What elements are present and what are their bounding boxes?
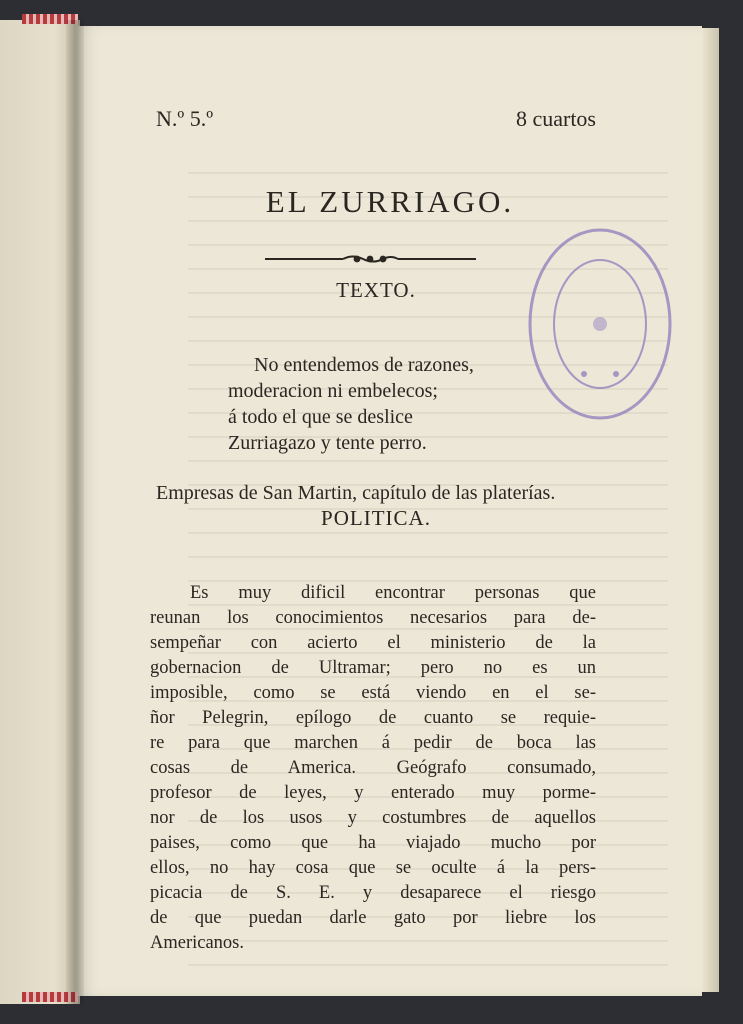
article-line: Americanos. [150, 933, 245, 953]
article-line: ellos, no hay cosa que se oculte á la pers- [150, 858, 596, 878]
document-page [78, 26, 702, 996]
article-line: reunan los conocimientos necesarios para de- [150, 608, 596, 628]
masthead-title: EL ZURRIAGO. [265, 184, 515, 219]
epigraph [228, 352, 558, 456]
issue-price: 8 cuartos [515, 106, 596, 131]
article-line: de que puedan darle gato por liebre los [150, 908, 596, 928]
epigraph-line: moderacion ni embelecos; [228, 380, 438, 402]
article-line: profesor de leyes, y enterado muy porme- [150, 783, 596, 803]
article-line: ñor Pelegrin, epílogo de cuanto se requie- [150, 708, 596, 728]
epigraph-line: á todo el que se deslice [228, 406, 413, 428]
article-line: Es muy dificil encontrar personas que [190, 583, 596, 603]
issue-number: N.º 5.º [156, 106, 214, 131]
ornamental-rule [263, 253, 478, 265]
epigraph-line: No entendemos de razones, [254, 354, 474, 376]
epigraph-line: Zurriagazo y tente perro. [228, 432, 427, 454]
heading-politica: POLITICA. [321, 506, 431, 530]
heading-texto: TEXTO. [336, 278, 416, 302]
article-line: paises, como que ha viajado mucho por [150, 833, 596, 853]
article-line: imposible, como se está viendo en el se- [150, 683, 596, 703]
article-line: sempeñar con acierto el ministerio de la [150, 633, 596, 653]
spine-shadow [66, 20, 84, 1004]
article-line: nor de los usos y costumbres de aquellos [150, 808, 596, 828]
article-body [150, 581, 596, 956]
epigraph-attribution: Empresas de San Martin, capítulo de las platerías. [156, 482, 556, 504]
article-line: cosas de America. Geógrafo consumado, [150, 758, 596, 778]
article-line: picacia de S. E. y desaparece el riesgo [150, 883, 596, 903]
article-line: gobernacion de Ultramar; pero no es un [150, 658, 596, 678]
article-line: re para que marchen á pedir de boca las [150, 733, 596, 753]
